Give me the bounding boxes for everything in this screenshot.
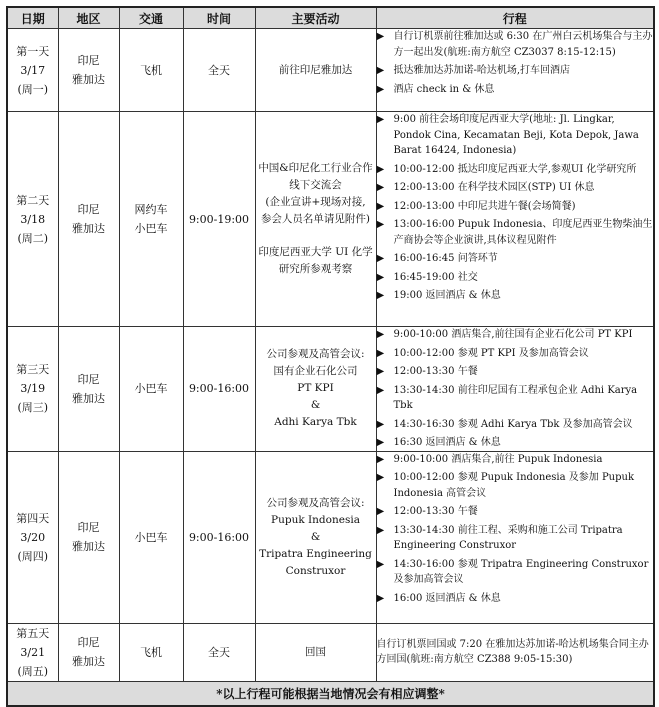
day-label: 第二天 [16, 193, 50, 207]
bullet-icon: ▶ [376, 200, 385, 212]
activity-line: 中国&印尼化工行业合作 [258, 162, 373, 174]
region-line: 雅加达 [72, 540, 105, 553]
list-item [377, 270, 654, 286]
item-text: 16:45-19:00 社交 [393, 271, 478, 283]
activity-line: 前往印尼雅加达 [278, 63, 353, 76]
bullet-icon: ▶ [376, 290, 385, 301]
activity-line: 回国 [305, 645, 326, 658]
list-item [377, 417, 654, 433]
list-item [377, 557, 654, 588]
item-text: 14:30-16:30 参观 Adhi Karya Tbk 及参加高管会议 [393, 418, 633, 430]
activity-line: Construxor [285, 564, 346, 577]
activity-line: 国有企业石化公司 [273, 365, 358, 378]
bullet-icon: ▶ [376, 437, 385, 448]
activity-line: PT KPI [297, 382, 334, 395]
item-text: 16:30 返回酒店 & 休息 [393, 437, 501, 448]
footer-row [7, 681, 654, 706]
day-weekday: (周一) [17, 82, 49, 96]
day-weekday: (周四) [17, 549, 49, 563]
day-date: 3/19 [20, 382, 46, 396]
day-weekday: (周三) [17, 401, 49, 415]
activity-spacer [256, 228, 376, 244]
transport-cell [119, 451, 183, 623]
bullet-icon: ▶ [376, 592, 385, 604]
date-cell [7, 29, 58, 112]
bullet-icon: ▶ [376, 163, 385, 175]
list-item [377, 452, 654, 468]
region-cell [58, 29, 119, 112]
day-label: 第三天 [16, 363, 50, 377]
bullet-icon: ▶ [376, 558, 385, 570]
day-date: 3/18 [20, 212, 46, 226]
transport-line: 网约车 [134, 203, 168, 216]
activity-line: 研究所参观考察 [278, 263, 353, 275]
item-text: 10:00-12:00 参观 PT KPI 及参加高管会议 [393, 347, 589, 359]
transport-line: 飞机 [140, 63, 162, 77]
item-text: 12:00-13:00 中印尼共进午餐(会场简餐) [393, 200, 576, 212]
list-item [377, 435, 654, 451]
itinerary-text: 自行订机票回国或 7:20 在雅加达苏加诺-哈达机场集合同主办方回国(航班:南方航空 CZ388 9:05-15:30) [376, 638, 649, 665]
day-date: 3/20 [20, 530, 46, 544]
date-cell [7, 623, 58, 681]
table-row [7, 623, 654, 681]
transport-cell [119, 327, 183, 452]
region-cell [58, 327, 119, 452]
region-line: 雅加达 [72, 73, 105, 86]
date-cell [7, 112, 58, 327]
bullet-icon: ▶ [376, 65, 385, 76]
date-cell [7, 327, 58, 452]
day-date: 3/21 [20, 645, 46, 659]
header-activity: 主要活动 [255, 7, 376, 29]
bullet-icon: ▶ [376, 182, 385, 193]
list-item [377, 383, 654, 414]
time-cell: 全天 [183, 29, 255, 112]
region-cell [58, 623, 119, 681]
item-text: 10:00-12:00 抵达印度尼西亚大学,参观UI 化学研究所 [393, 163, 637, 175]
item-text: 16:00 返回酒店 & 休息 [393, 592, 501, 604]
list-item [377, 82, 654, 98]
day-label: 第四天 [16, 511, 50, 525]
region-line: 印尼 [77, 203, 100, 216]
activity-line: Adhi Karya Tbk [274, 416, 357, 429]
bullet-icon: ▶ [376, 31, 385, 42]
table-row [7, 451, 654, 623]
activity-line: Pupuk Indonesia [271, 513, 360, 526]
item-text: 自行订机票前往雅加达或 6:30 在广州白云机场集合与主办方一起出发(航班:南方航空 CZ3037 8:15-12:15) [393, 31, 653, 58]
itinerary-table [6, 6, 655, 707]
day-label: 第一天 [16, 44, 50, 58]
itinerary-cell [376, 451, 654, 623]
activity-line: 印度尼西亚大学 UI 化学 [258, 246, 373, 258]
transport-line: 小巴车 [134, 222, 168, 235]
list-item [377, 217, 654, 248]
list-item [377, 346, 654, 362]
bullet-icon: ▶ [376, 347, 385, 359]
list-item [377, 504, 654, 520]
activity-line: Tripatra Engineering [259, 547, 372, 560]
table-row [7, 327, 654, 452]
header-itinerary: 行程 [376, 7, 654, 29]
list-item [377, 523, 654, 554]
bullet-icon: ▶ [376, 524, 385, 536]
bullet-icon: ▶ [376, 472, 385, 483]
item-text: 13:30-14:30 前往印尼国有工程承包企业 Adhi Karya Tbk [393, 384, 638, 411]
table-row [7, 29, 654, 112]
transport-cell [119, 29, 183, 112]
list-item [377, 591, 654, 607]
activity-line: (企业宣讲+现场对接, [265, 196, 366, 208]
header-date: 日期 [7, 7, 58, 29]
footer-note: *以上行程可能根据当地情况会有相应调整* [7, 681, 654, 706]
itinerary-cell [376, 29, 654, 112]
region-line: 印尼 [77, 372, 100, 386]
list-item [377, 180, 654, 196]
activity-cell [255, 451, 376, 623]
activity-cell [255, 327, 376, 452]
region-cell [58, 451, 119, 623]
activity-line: 参会人员名单请见附件) [260, 213, 371, 225]
bullet-icon: ▶ [376, 114, 385, 125]
item-text: 13:00-16:00 Pupuk Indonesia、印度尼西亚生物柴油生产商协会等企业演讲,具体议程见附件 [393, 219, 653, 246]
itinerary-cell [376, 623, 654, 681]
list-item [377, 29, 654, 60]
date-cell [7, 451, 58, 623]
itinerary-cell [376, 327, 654, 452]
bullet-icon: ▶ [376, 384, 385, 396]
list-item [377, 199, 654, 215]
transport-line: 飞机 [140, 645, 162, 659]
region-line: 雅加达 [72, 222, 105, 235]
header-time: 时间 [183, 7, 255, 29]
bullet-icon: ▶ [376, 366, 385, 377]
bullet-icon: ▶ [376, 219, 385, 230]
table-row [7, 112, 654, 327]
activity-line: 线下交流会 [289, 179, 342, 191]
list-item [377, 251, 654, 267]
item-text: 酒店 check in & 休息 [393, 83, 495, 95]
item-text: 9:00 前往会场印度尼西亚大学(地址: Jl. Lingkar, Pondok Cina, Kecamatan Beji, Kota Depok, Jawa Barat 16424, Indonesia) [393, 114, 639, 156]
activity-cell [255, 112, 376, 327]
item-text: 16:00-16:45 问答环节 [393, 253, 498, 264]
item-text: 9:00-10:00 酒店集合,前往 Pupuk Indonesia [393, 453, 603, 465]
activity-line: & [310, 530, 321, 543]
region-cell [58, 112, 119, 327]
region-line: 印尼 [77, 54, 100, 67]
region-line: 印尼 [77, 521, 100, 534]
bullet-icon: ▶ [376, 271, 385, 283]
day-date: 3/17 [20, 63, 46, 77]
item-text: 10:00-12:00 参观 Pupuk Indonesia 及参加 Pupuk Indonesia 高管会议 [393, 472, 635, 499]
transport-cell [119, 112, 183, 327]
list-item [377, 63, 654, 79]
list-item [377, 162, 654, 178]
list-item [377, 327, 654, 343]
header-row [7, 7, 654, 29]
bullet-icon: ▶ [376, 329, 385, 340]
activity-line: & [310, 399, 321, 412]
bullet-icon: ▶ [376, 253, 385, 264]
bullet-icon: ▶ [376, 418, 385, 430]
item-text: 12:00-13:00 在科学技术园区(STP) UI 休息 [393, 182, 595, 193]
region-line: 印尼 [77, 636, 100, 649]
item-text: 14:30-16:00 参观 Tripatra Engineering Construxor 及参加高管会议 [393, 558, 649, 585]
item-text: 19:00 返回酒店 & 休息 [393, 290, 501, 301]
time-cell: 9:00-16:00 [183, 451, 255, 623]
list-item [377, 470, 654, 501]
day-weekday: (周二) [17, 231, 49, 245]
list-item [377, 112, 654, 159]
item-text: 12:00-13:30 午餐 [393, 366, 478, 377]
header-transport: 交通 [119, 7, 183, 29]
activity-cell [255, 623, 376, 681]
item-text: 抵达雅加达苏加诺-哈达机场,打车回酒店 [393, 65, 571, 76]
day-label: 第五天 [16, 626, 50, 640]
region-line: 雅加达 [72, 391, 105, 405]
list-item [377, 288, 654, 304]
bullet-icon: ▶ [376, 453, 385, 465]
transport-line: 小巴车 [134, 530, 168, 544]
item-text: 9:00-10:00 酒店集合,前往国有企业石化公司 PT KPI [393, 329, 633, 340]
itinerary-cell [376, 112, 654, 327]
region-line: 雅加达 [72, 655, 105, 668]
list-item [377, 364, 654, 380]
activity-line: 公司参观及高管会议: [266, 348, 365, 361]
time-cell: 9:00-16:00 [183, 327, 255, 452]
time-cell: 9:00-19:00 [183, 112, 255, 327]
transport-line: 小巴车 [134, 382, 168, 396]
time-cell: 全天 [183, 623, 255, 681]
bullet-icon: ▶ [376, 83, 385, 95]
bullet-icon: ▶ [376, 506, 385, 517]
transport-cell [119, 623, 183, 681]
item-text: 12:00-13:30 午餐 [393, 506, 478, 517]
header-region: 地区 [58, 7, 119, 29]
day-weekday: (周五) [17, 664, 49, 678]
item-text: 13:30-14:30 前往工程、采购和施工公司 Tripatra Engineering Construxor [393, 524, 623, 551]
activity-line: 公司参观及高管会议: [266, 496, 365, 509]
activity-cell [255, 29, 376, 112]
